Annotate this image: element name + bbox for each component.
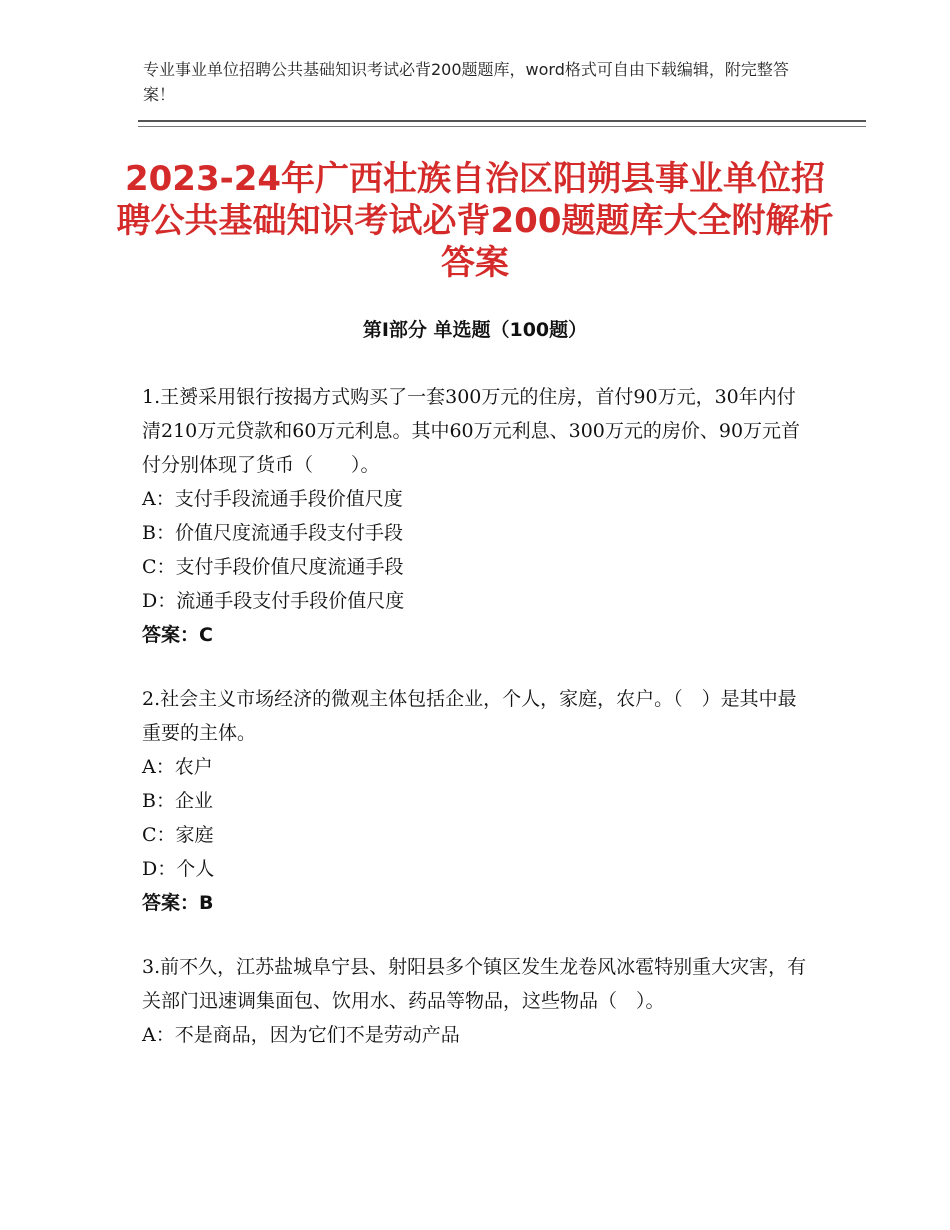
option-a: A：支付手段流通手段价值尺度 [142,488,403,510]
option-b: B：企业 [142,790,213,812]
option-a: A：农户 [142,756,213,778]
option-c: C：家庭 [142,824,214,846]
question-stem: 2.社会主义市场经济的微观主体包括企业，个人，家庭，农户。（ ）是其中最重要的主体。 [142,688,797,744]
option-d: D：流通手段支付手段价值尺度 [142,590,405,612]
header-note: 专业事业单位招聘公共基础知识考试必背200题题库，word格式可自由下载编辑，附完整答案！ [143,60,789,104]
question-2 [142,682,807,920]
answer: 答案：C [142,624,213,646]
header-divider-thick [138,120,866,122]
header-divider-thin [138,126,866,127]
option-a: A：不是商品，因为它们不是劳动产品 [142,1024,460,1046]
question-stem: 1.王赟采用银行按揭方式购买了一套300万元的住房，首付90万元，30年内付清210万元贷款和60万元利息。其中60万元利息、300万元的房价、90万元首付分别体现了货币（ ）。 [142,386,801,476]
answer: 答案：B [142,892,214,914]
question-list [142,380,807,1082]
question-1 [142,380,807,652]
option-c: C：支付手段价值尺度流通手段 [142,556,404,578]
question-stem: 3.前不久，江苏盐城阜宁县、射阳县多个镇区发生龙卷风冰雹特别重大灾害，有关部门迅速调集面包、饮用水、药品等物品，这些物品（ ）。 [142,956,807,1012]
option-d: D：个人 [142,858,215,880]
option-b: B：价值尺度流通手段支付手段 [142,522,403,544]
section-title: 第Ⅰ部分 单选题（100题） [362,319,588,341]
question-3 [142,950,807,1052]
document-title: 2023-24年广西壮族自治区阳朔县事业单位招聘公共基础知识考试必背200题题库大全附解析答案 [116,159,834,283]
